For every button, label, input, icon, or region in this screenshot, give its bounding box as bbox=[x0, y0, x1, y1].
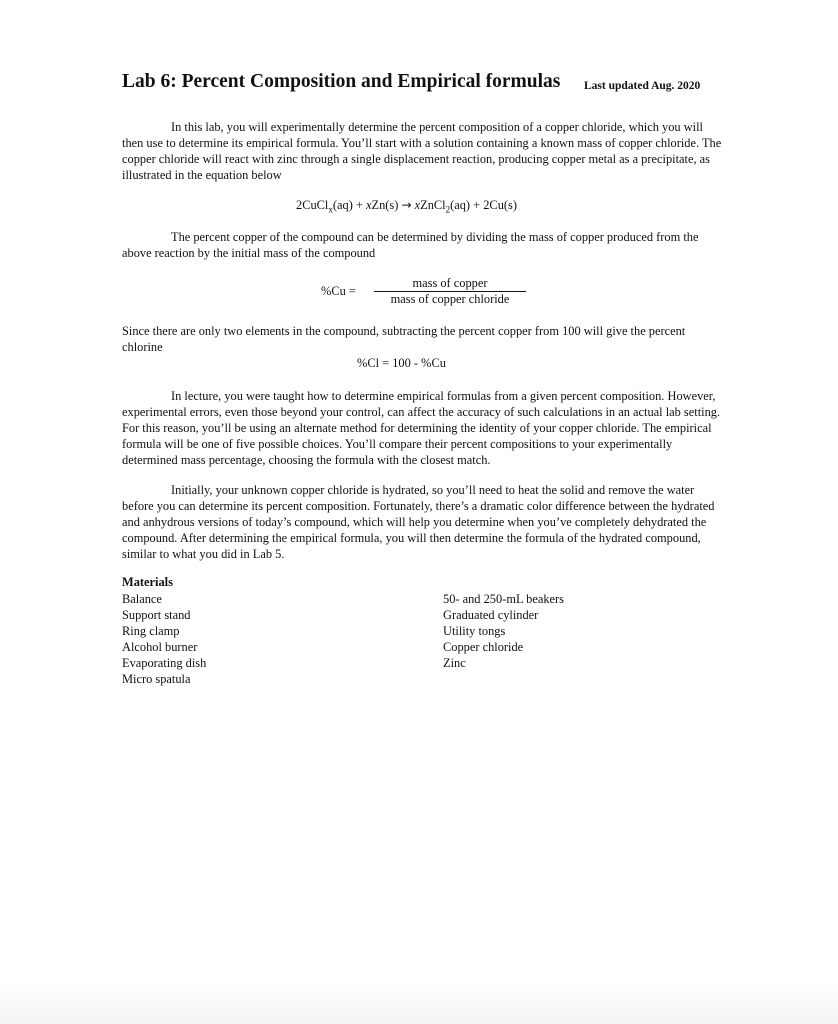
reactant-subscript: x bbox=[328, 204, 333, 215]
materials-list-right bbox=[443, 591, 564, 671]
list-item: Evaporating dish bbox=[122, 656, 207, 670]
intro-paragraph: In this lab, you will experimentally determine the percent composition of a copper chloride, which you will then use to determine its empirical formula. You’ll start with a solution containing a known mass of copper chloride. The copper chloride will react with zinc through a single displacement reaction, producing copper metal as a precipitate, as illustrated in the equation below bbox=[122, 120, 722, 182]
reactant-zinc: Zn(s) bbox=[371, 198, 402, 212]
zinc-coefficient: x bbox=[366, 198, 372, 212]
list-item: Copper chloride bbox=[443, 640, 524, 654]
list-item: Alcohol burner bbox=[122, 640, 198, 654]
list-item: Ring clamp bbox=[122, 624, 180, 638]
hydrated-paragraph: Initially, your unknown copper chloride is hydrated, so you’ll need to heat the solid and remove the water before you can determine its percent composition. Fortunately, there’s a dramatic color difference between the hydrated and anhydrous versions of today’s compound, which will help you determine when you’ve completely dehydrated the compound. After determining the empirical formula, you will then determine the formula of the hydrated compound, similar to what you did in Lab 5. bbox=[122, 483, 715, 561]
list-item: Graduated cylinder bbox=[443, 608, 539, 622]
list-item: Balance bbox=[122, 592, 162, 606]
reaction-arrow-icon: → bbox=[401, 198, 412, 212]
product-coefficient: x bbox=[411, 198, 421, 212]
fraction-numerator: mass of copper bbox=[412, 276, 488, 290]
reaction-equation bbox=[296, 198, 517, 214]
list-item: 50- and 250-mL beakers bbox=[443, 592, 564, 606]
percent-copper-paragraph: The percent copper of the compound can be determined by dividing the mass of copper produced from the above reaction by the initial mass of the compound bbox=[122, 230, 699, 260]
percent-copper-label: %Cu = bbox=[321, 284, 356, 298]
product-zinc-chloride: ZnCl bbox=[420, 198, 446, 212]
fraction-denominator: mass of copper chloride bbox=[390, 292, 510, 306]
reactant-state: (aq) + bbox=[332, 198, 367, 212]
list-item: Support stand bbox=[122, 608, 191, 622]
page-bottom-shadow bbox=[0, 984, 838, 1024]
list-item: Utility tongs bbox=[443, 624, 506, 638]
materials-heading: Materials bbox=[122, 575, 173, 589]
reactant-copper-chloride: 2CuCl bbox=[296, 198, 329, 212]
lecture-paragraph: In lecture, you were taught how to determine empirical formulas from a given percent composition. However, experimental errors, even those beyond your control, can affect the accuracy of such calculations in an actual lab setting. For this reason, you’ll be using an alternate method for determining the identity of your copper chloride. The empirical formula will be one of five possible choices. You’ll compare their percent compositions to your experimentally determined mass percentage, choosing the formula with the closest match. bbox=[122, 389, 721, 467]
list-item: Zinc bbox=[443, 656, 466, 670]
materials-list-left bbox=[122, 591, 206, 687]
last-updated-note: Last updated Aug. 2020 bbox=[584, 80, 701, 92]
percent-chlorine-equation: %Cl = 100 - %Cu bbox=[357, 356, 446, 370]
product-state: (aq) + 2Cu(s) bbox=[450, 198, 517, 212]
list-item: Micro spatula bbox=[122, 672, 191, 686]
percent-chlorine-paragraph: Since there are only two elements in the compound, subtracting the percent copper from 100 will give the percent chlorine bbox=[122, 324, 686, 354]
page-title: Lab 6: Percent Composition and Empirical formulas bbox=[122, 71, 561, 92]
product-subscript: 2 bbox=[445, 204, 451, 215]
